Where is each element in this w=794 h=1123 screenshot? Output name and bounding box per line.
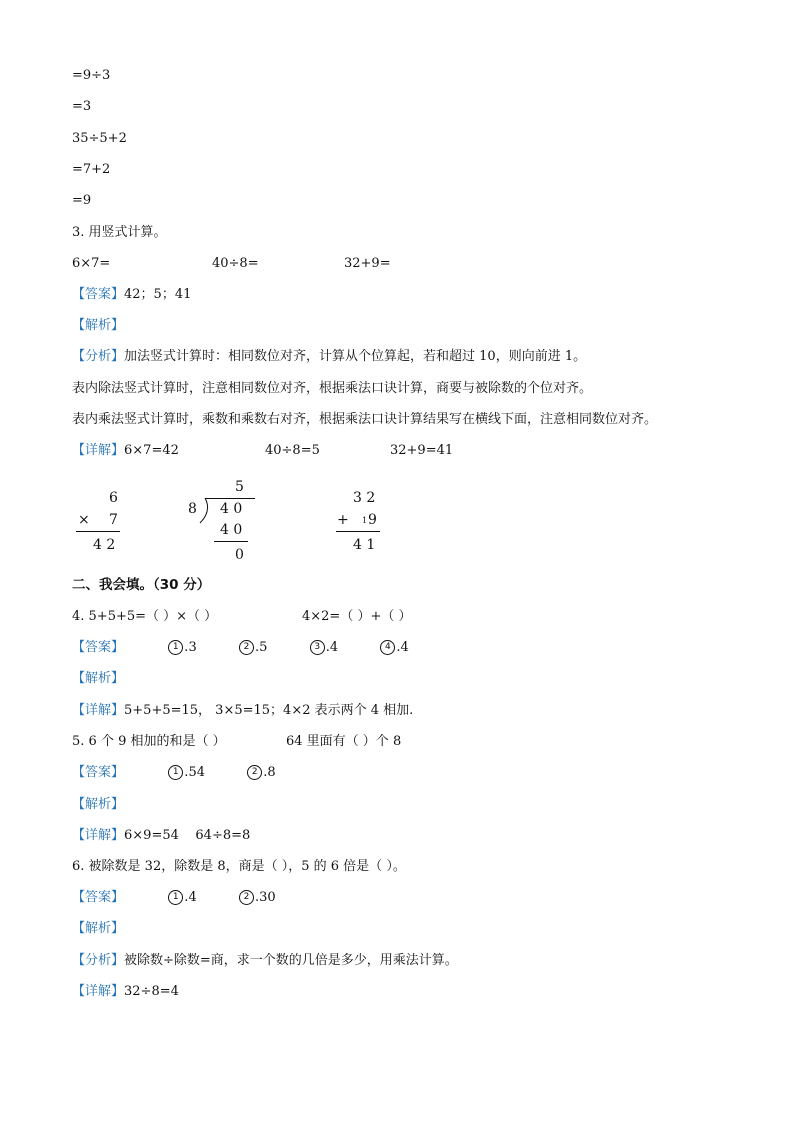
jiexi-text: 解析 <box>85 318 112 333</box>
answer-label: 【答案】 <box>72 287 125 302</box>
section-2-title: 二、我会填。（30 分） <box>72 577 211 593</box>
jiexi-text: 解析 <box>85 671 112 686</box>
jiexi-label: 【解析】 <box>72 318 125 333</box>
detail-text: 5+5+5=15， 3×5=15；4×2 表示两个 4 相加. <box>124 703 414 718</box>
answer-value: 30 <box>259 890 276 905</box>
detail-label: 【详解】 <box>72 443 125 458</box>
circled-number-icon: 1 <box>168 890 183 905</box>
mul-operator: × <box>78 512 90 528</box>
add-result: 4 1 <box>353 537 376 553</box>
question-3-item: 32+9= <box>344 256 391 271</box>
calc-line: 35÷5+2 <box>72 131 127 146</box>
analysis-label: 【分析】 <box>72 349 125 364</box>
div-dividend: 4 0 <box>220 501 243 517</box>
circled-number-icon: 2 <box>239 890 254 905</box>
question-3-item: 6×7= <box>72 256 111 271</box>
question-5-part-a: 5. 6 个 9 相加的和是（ ） <box>72 734 226 749</box>
detail-line <box>72 703 413 719</box>
answer-value: 54 <box>188 765 205 780</box>
detail-text: 32÷8=4 <box>124 984 179 999</box>
detail-text: 6×7=42 <box>124 443 179 458</box>
analysis-line: 表内乘法竖式计算时，乘数和乘数右对齐，根据乘法口诀计算结果写在横线下面，注意相同数位对齐。 <box>72 412 658 427</box>
div-remainder: 0 <box>235 547 244 563</box>
calc-line: =3 <box>72 99 92 114</box>
answer-line: 【答案】 1 .3 2 .5 3 .4 4 .4 <box>72 640 409 655</box>
detail-line <box>72 443 179 459</box>
mul-line <box>76 531 120 532</box>
question-5-part-b: 64 里面有（ ）个 8 <box>286 734 402 749</box>
div-product: 4 0 <box>220 522 243 538</box>
answer-line: 【答案】 1 .4 2 .30 <box>72 890 276 905</box>
add-top: 3 2 <box>353 490 376 506</box>
analysis-label: 【分析】 <box>72 953 125 968</box>
detail-text: 40÷8=5 <box>265 443 320 458</box>
answer-value: 8 <box>267 765 276 780</box>
div-divisor: 8 <box>188 501 197 517</box>
calc-line: =7+2 <box>72 162 111 177</box>
answer-value: 4 <box>329 640 339 655</box>
detail-label: 【详解】 <box>72 703 125 718</box>
jiexi-text: 解析 <box>85 797 112 812</box>
add-carry: 1 <box>362 516 368 525</box>
add-bottom: 9 <box>368 512 377 528</box>
circled-number-icon: 1 <box>168 640 183 655</box>
jiexi-text: 解析 <box>85 921 112 936</box>
calc-line: =9 <box>72 193 92 208</box>
answer-line: 【答案】 1 .54 2 .8 <box>72 765 276 780</box>
question-4-part-b: 4×2=（ ）+（ ） <box>302 609 412 624</box>
answer-value: 4 <box>400 640 409 655</box>
circled-number-icon: 3 <box>310 640 325 655</box>
analysis-line <box>72 349 586 365</box>
detail-text: 32+9=41 <box>390 443 454 458</box>
jiexi-label: 【解析】 <box>72 921 125 936</box>
question-3-title: 3. 用竖式计算。 <box>72 225 167 240</box>
question-3-item: 40÷8= <box>212 256 259 271</box>
add-line <box>336 531 380 532</box>
detail-line <box>72 984 179 1000</box>
calc-line: =9÷3 <box>72 68 111 83</box>
detail-text: 6×9=54 64÷8=8 <box>124 828 251 843</box>
analysis-text: 加法竖式计算时：相同数位对齐，计算从个位算起，若和超过 10，则向前进 1。 <box>124 349 587 364</box>
analysis-line <box>72 953 458 969</box>
circled-number-icon: 2 <box>239 640 254 655</box>
mul-top: 6 <box>109 490 118 506</box>
div-bracket <box>198 498 210 524</box>
jiexi-label: 【解析】 <box>72 797 125 812</box>
analysis-text: 被除数÷除数=商，求一个数的几倍是多少，用乘法计算。 <box>124 953 458 968</box>
div-bar <box>205 498 255 499</box>
question-4-part-a: 4. 5+5+5=（ ）×（ ） <box>72 609 218 624</box>
answer-text: 42；5；41 <box>124 287 192 302</box>
answer-label: 【答案】 <box>72 640 125 655</box>
div-quotient: 5 <box>235 479 244 495</box>
mul-bottom: 7 <box>109 512 118 528</box>
jiexi-label: 【解析】 <box>72 671 125 686</box>
answer-label: 【答案】 <box>72 765 125 780</box>
circled-number-icon: 1 <box>168 765 183 780</box>
div-line <box>214 541 248 542</box>
question-6-text: 6. 被除数是 32，除数是 8，商是（ ），5 的 6 倍是（ ）。 <box>72 859 406 874</box>
add-operator: + <box>337 512 349 528</box>
analysis-line: 表内除法竖式计算时，注意相同数位对齐，根据乘法口诀计算，商要与被除数的个位对齐。 <box>72 381 593 396</box>
detail-label: 【详解】 <box>72 828 125 843</box>
answer-value: 5 <box>259 640 268 655</box>
detail-label: 【详解】 <box>72 984 125 999</box>
answer-line <box>72 287 191 303</box>
circled-number-icon: 2 <box>247 765 262 780</box>
answer-value: 4 <box>188 890 197 905</box>
answer-value: 3 <box>188 640 197 655</box>
answer-label: 【答案】 <box>72 890 125 905</box>
detail-line <box>72 828 250 844</box>
circled-number-icon: 4 <box>380 640 395 655</box>
mul-result: 4 2 <box>93 537 116 553</box>
